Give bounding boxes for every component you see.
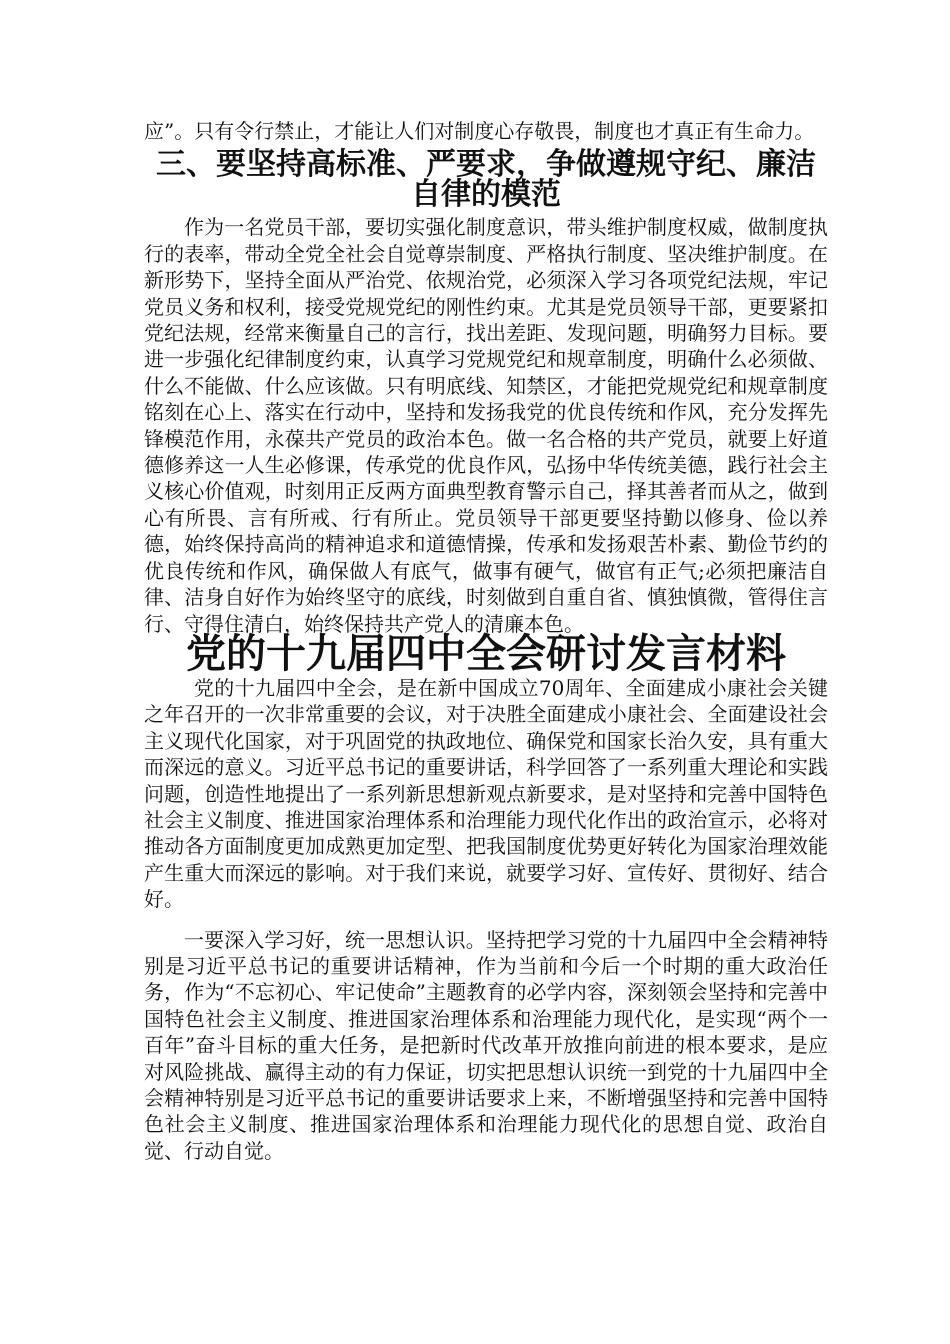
continuation-paragraph: 应”。只有令行禁止，才能让人们对制度心存敬畏，制度也才真正有生命力。 xyxy=(144,119,815,143)
point-one-paragraph: 一要深入学习好，统一思想认识。坚持把学习党的十九届四中全会精神特别是习近平总书记的重要讲话精神，作为当前和今后一个时期的重大政治任务，作为“不忘初心、牢记使命”主题教育的必学内容，深刻领会坚持和完善中国特色社会主义制度、推进国家治理体系和治理能力现代化，是实现“两个一百年”奋斗目标的重大任务，是把新时代改革开放推向前进的根本要求，是应对风险挑战、赢得主动的有力保证，切实把思想认识统一到党的十九届四中全会精神特别是习近平总书记的重要讲话要求上来，不断增强坚持和完善中国特色社会主义制度、推进国家治理体系和治理能力现代化的思想自觉、政治自觉、行动自觉。 xyxy=(144,927,828,1163)
section-three-heading: 三、要坚持高标准、严要求，争做遵规守纪、廉洁自律的模范 xyxy=(156,147,816,213)
document-body xyxy=(144,118,828,1164)
section-three-paragraph: 作为一名党员干部，要切实强化制度意识，带头维护制度权威，做制度执行的表率，带动全党全社会自觉尊崇制度、严格执行制度、坚决维护制度。在新形势下，坚持全面从严治党、依规治党，必须深入学习各项党纪法规，牢记党员义务和权利，接受党规党纪的刚性约束。尤其是党员领导干部，更要紧扣党纪法规，经常来衡量自己的言行，找出差距、发现问题，明确努力目标。要进一步强化纪律制度约束，认真学习党规党纪和规章制度，明确什么必须做、什么不能做、什么应该做。只有明底线、知禁区，才能把党规党纪和规章制度铭刻在心上、落实在行动中，坚持和发扬我党的优良传统和作风，充分发挥先锋模范作用，永葆共产党员的政治本色。做一名合格的共产党员，就要上好道德修养这一人生必修课，传承党的优良作风，弘扬中华传统美德，践行社会主义核心价值观，时刻用正反两方面典型教育警示自己，择其善者而从之，做到心有所畏、言有所戒、行有所止。党员领导干部更要坚持勤以修身、俭以养德，始终保持高尚的精神追求和道德情操，传承和发扬艰苦朴素、勤俭节约的优良传统和作风，确保做人有底气，做事有硬气，做官有正气;必须把廉洁自律、洁身自好作为始终坚守的底线，时刻做到自重自省、慎独慎微，管得住言行、守得住清白，始终保持共产党人的清廉本色。 xyxy=(144,215,828,636)
intro-paragraph: 党的十九届四中全会，是在新中国成立70周年、全面建成小康社会关键之年召开的一次非常重要的会议，对于决胜全面建成小康社会、全面建设社会主义现代化国家，对于巩固党的执政地位、确保党和国家长治久安，具有重大而深远的意义。习近平总书记的重要讲话，科学回答了一系列重大理论和实践问题，创造性地提出了一系列新思想新观点新要求，是对坚持和完善中国特色社会主义制度、推进国家治理体系和治理能力现代化作出的政治宣示，必将对推动各方面制度更加成熟更加定型、把我国制度优势更好转化为国家治理效能产生重大而深远的影响。对于我们来说，就要学习好、宣传好、贯彻好、结合好。 xyxy=(144,675,828,912)
document-title: 党的十九届四中全会研讨发言材料 xyxy=(186,629,786,677)
